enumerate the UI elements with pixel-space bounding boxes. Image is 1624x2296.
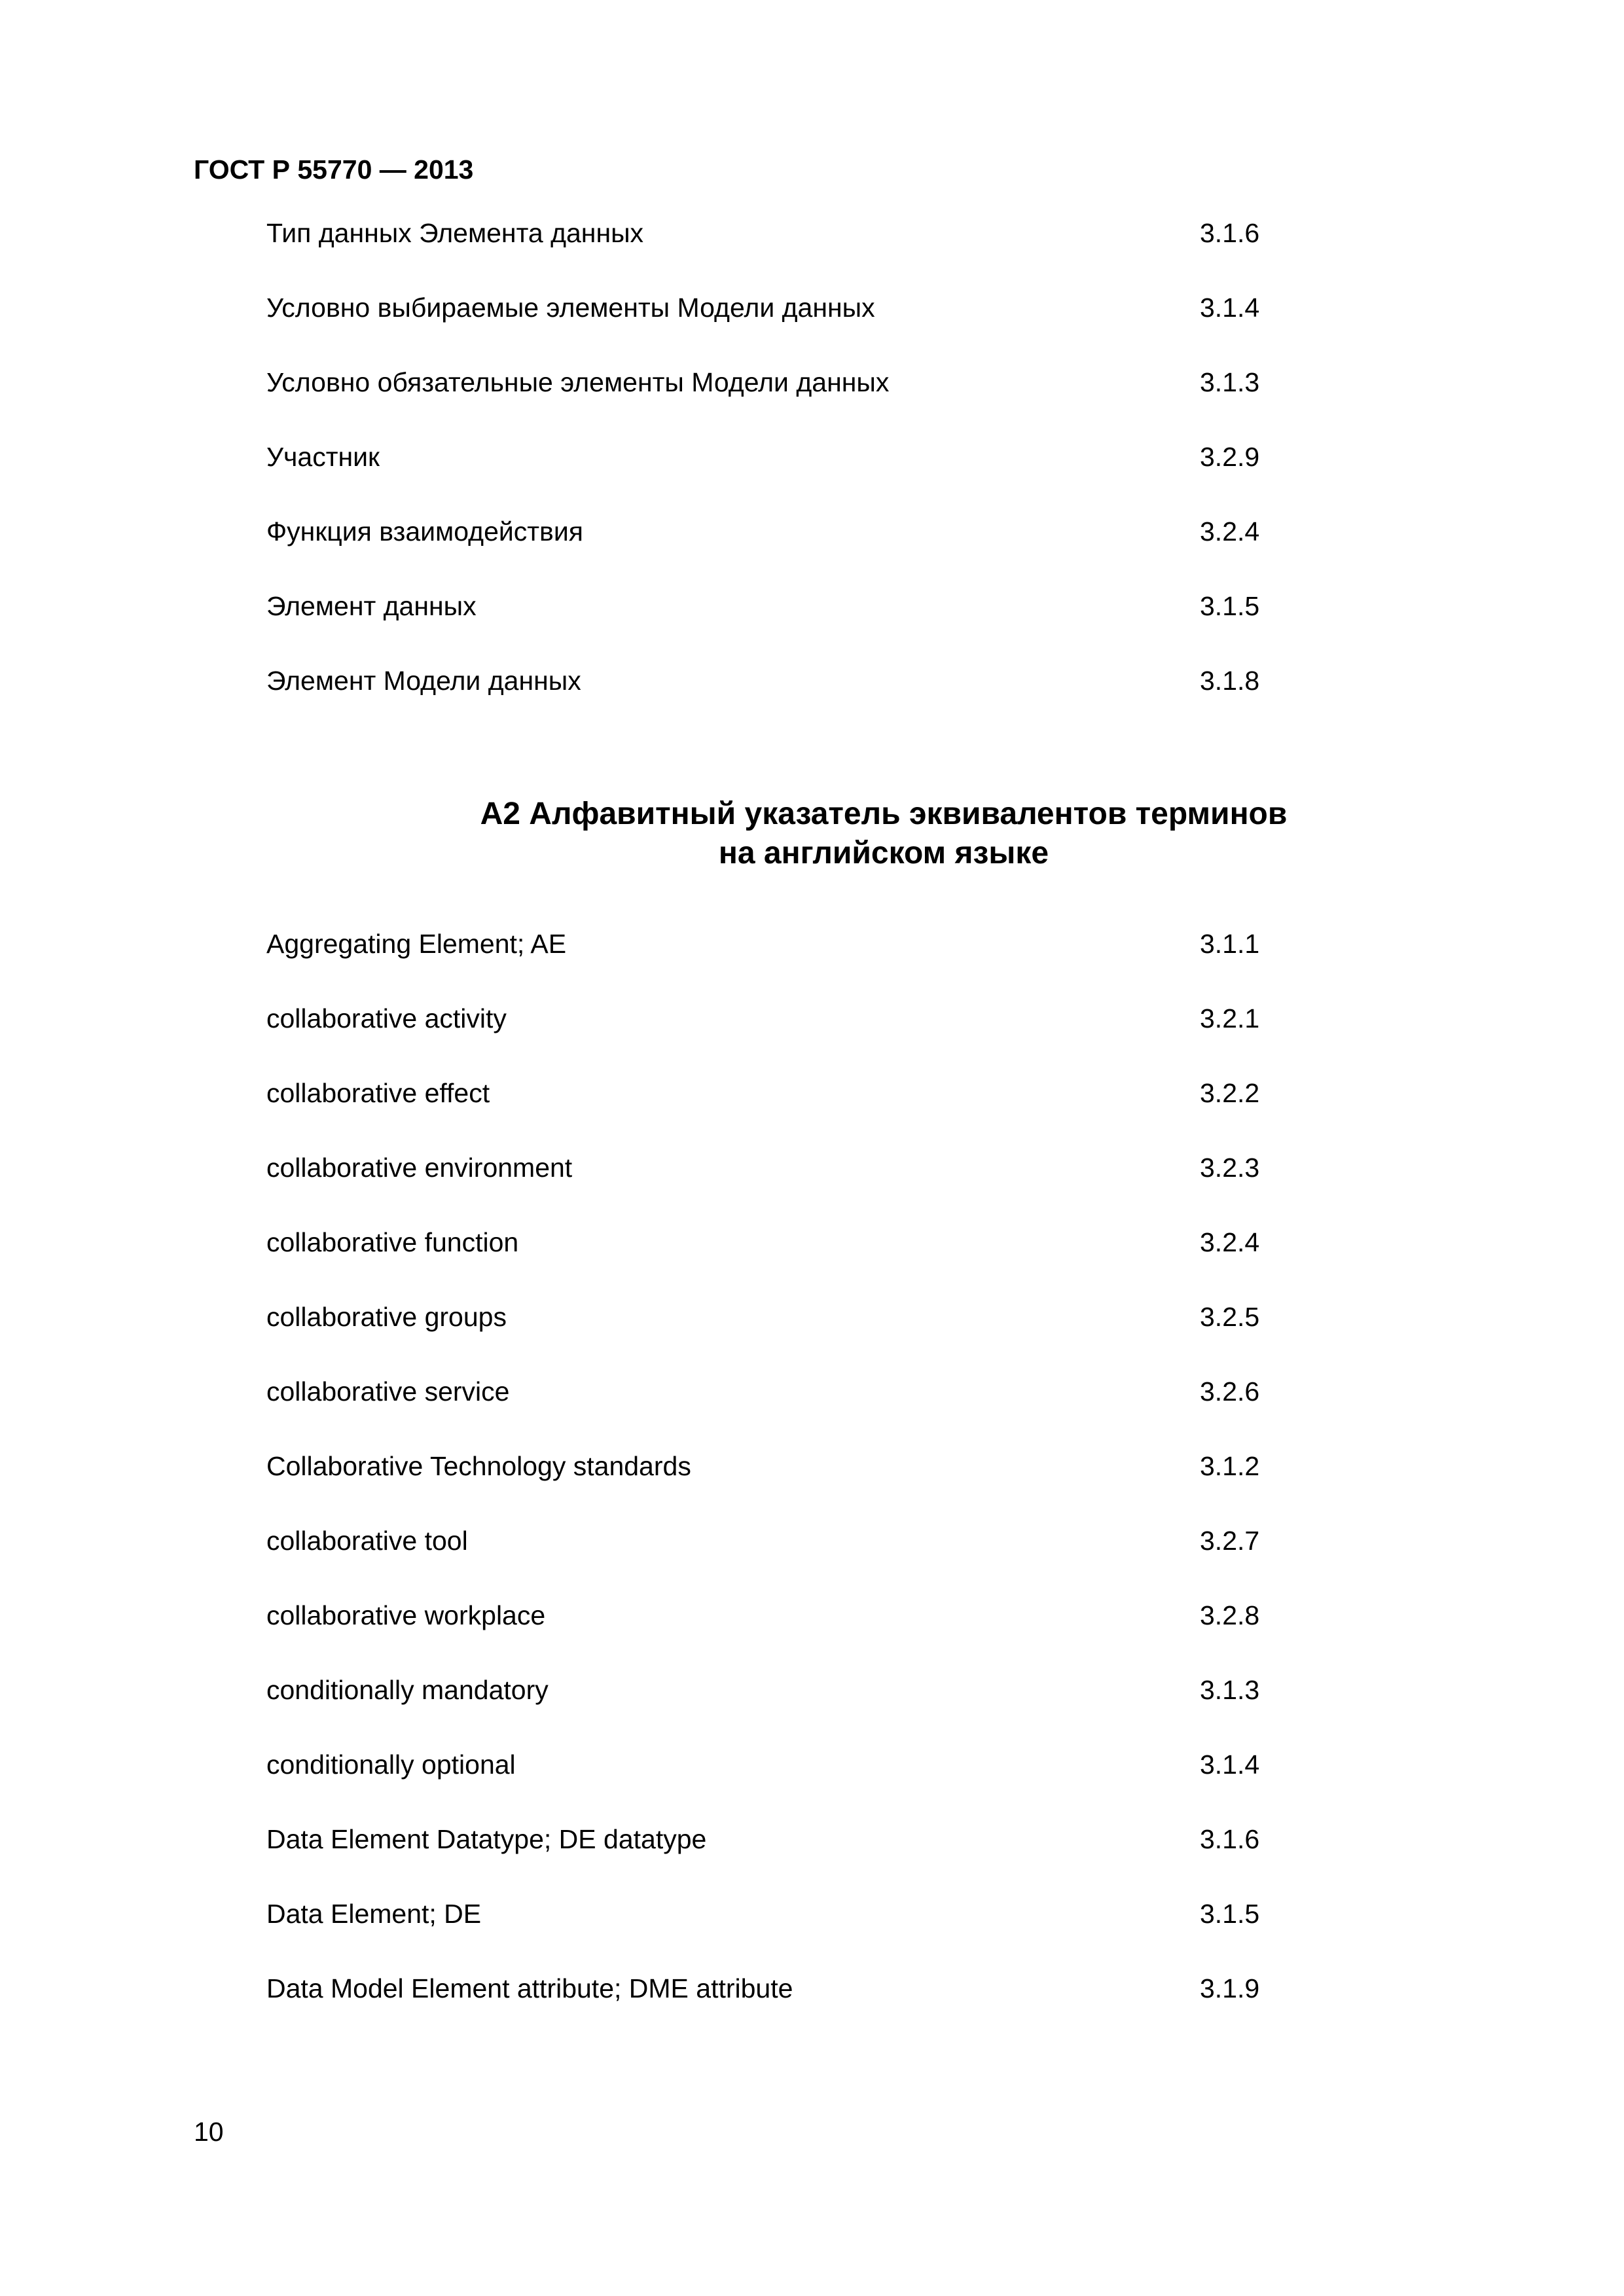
index-reference: 3.1.1: [1200, 929, 1260, 959]
index-reference: 3.2.6: [1200, 1376, 1260, 1407]
index-entry: [266, 442, 1261, 516]
document-header: ГОСТ Р 55770 — 2013: [194, 154, 474, 185]
index-reference: 3.2.5: [1200, 1302, 1260, 1332]
index-entry: [266, 1003, 1261, 1078]
index-term: collaborative workplace: [266, 1600, 546, 1630]
index-entry: [266, 1600, 1261, 1675]
index-reference: 3.1.8: [1200, 666, 1260, 696]
index-term: collaborative effect: [266, 1078, 490, 1108]
index-entry: [266, 666, 1261, 740]
index-reference: 3.1.5: [1200, 591, 1260, 621]
index-term: Участник: [266, 442, 380, 472]
index-entry: [266, 1153, 1261, 1227]
index-term: Data Element Datatype; DE datatype: [266, 1824, 707, 1854]
index-term: conditionally optional: [266, 1749, 516, 1780]
section-title-line-1: А2 Алфавитный указатель эквивалентов терминов: [480, 797, 1288, 831]
index-entry: [266, 1302, 1261, 1376]
english-term-index: [266, 929, 1261, 2048]
index-reference: 3.2.1: [1200, 1003, 1260, 1033]
index-reference: 3.1.6: [1200, 1824, 1260, 1854]
index-reference: 3.1.9: [1200, 1973, 1260, 2003]
index-term: Элемент Модели данных: [266, 666, 581, 696]
index-entry: [266, 367, 1261, 442]
index-entry: [266, 1376, 1261, 1451]
index-term: Функция взаимодействия: [266, 516, 583, 547]
index-term: Collaborative Technology standards: [266, 1451, 691, 1481]
index-entry: [266, 1526, 1261, 1600]
index-reference: 3.1.4: [1200, 1749, 1260, 1780]
index-term: collaborative environment: [266, 1153, 573, 1183]
index-reference: 3.1.5: [1200, 1899, 1260, 1929]
index-reference: 3.2.9: [1200, 442, 1260, 472]
index-entry: [266, 929, 1261, 1003]
section-a2-title: [393, 795, 1375, 873]
index-reference: 3.2.8: [1200, 1600, 1260, 1630]
index-reference: 3.2.3: [1200, 1153, 1260, 1183]
index-term: Data Model Element attribute; DME attribute: [266, 1973, 793, 2003]
index-term: collaborative function: [266, 1227, 519, 1257]
index-term: Условно обязательные элементы Модели данных: [266, 367, 890, 397]
page-number: 10: [194, 2117, 224, 2147]
index-term: collaborative service: [266, 1376, 510, 1407]
index-entry: [266, 516, 1261, 591]
index-reference: 3.1.3: [1200, 367, 1260, 397]
index-entry: [266, 1451, 1261, 1526]
index-entry: [266, 1749, 1261, 1824]
russian-term-index: [266, 218, 1261, 740]
index-entry: [266, 1973, 1261, 2048]
index-term: Тип данных Элемента данных: [266, 218, 644, 248]
index-reference: 3.2.2: [1200, 1078, 1260, 1108]
section-title-line-2: на английском языке: [718, 836, 1049, 870]
index-term: Элемент данных: [266, 591, 477, 621]
index-entry: [266, 591, 1261, 666]
index-term: Data Element; DE: [266, 1899, 482, 1929]
index-term: collaborative groups: [266, 1302, 507, 1332]
index-reference: 3.1.4: [1200, 293, 1260, 323]
index-entry: [266, 293, 1261, 367]
index-term: collaborative tool: [266, 1526, 468, 1556]
index-entry: [266, 1899, 1261, 1973]
index-term: Условно выбираемые элементы Модели данных: [266, 293, 875, 323]
index-term: conditionally mandatory: [266, 1675, 549, 1705]
index-reference: 3.1.6: [1200, 218, 1260, 248]
index-reference: 3.2.7: [1200, 1526, 1260, 1556]
index-reference: 3.2.4: [1200, 1227, 1260, 1257]
index-entry: [266, 1078, 1261, 1153]
index-entry: [266, 1675, 1261, 1749]
index-reference: 3.1.2: [1200, 1451, 1260, 1481]
index-term: collaborative activity: [266, 1003, 507, 1033]
index-reference: 3.1.3: [1200, 1675, 1260, 1705]
index-reference: 3.2.4: [1200, 516, 1260, 547]
index-entry: [266, 1227, 1261, 1302]
index-entry: [266, 1824, 1261, 1899]
index-entry: [266, 218, 1261, 293]
index-term: Aggregating Element; AE: [266, 929, 567, 959]
